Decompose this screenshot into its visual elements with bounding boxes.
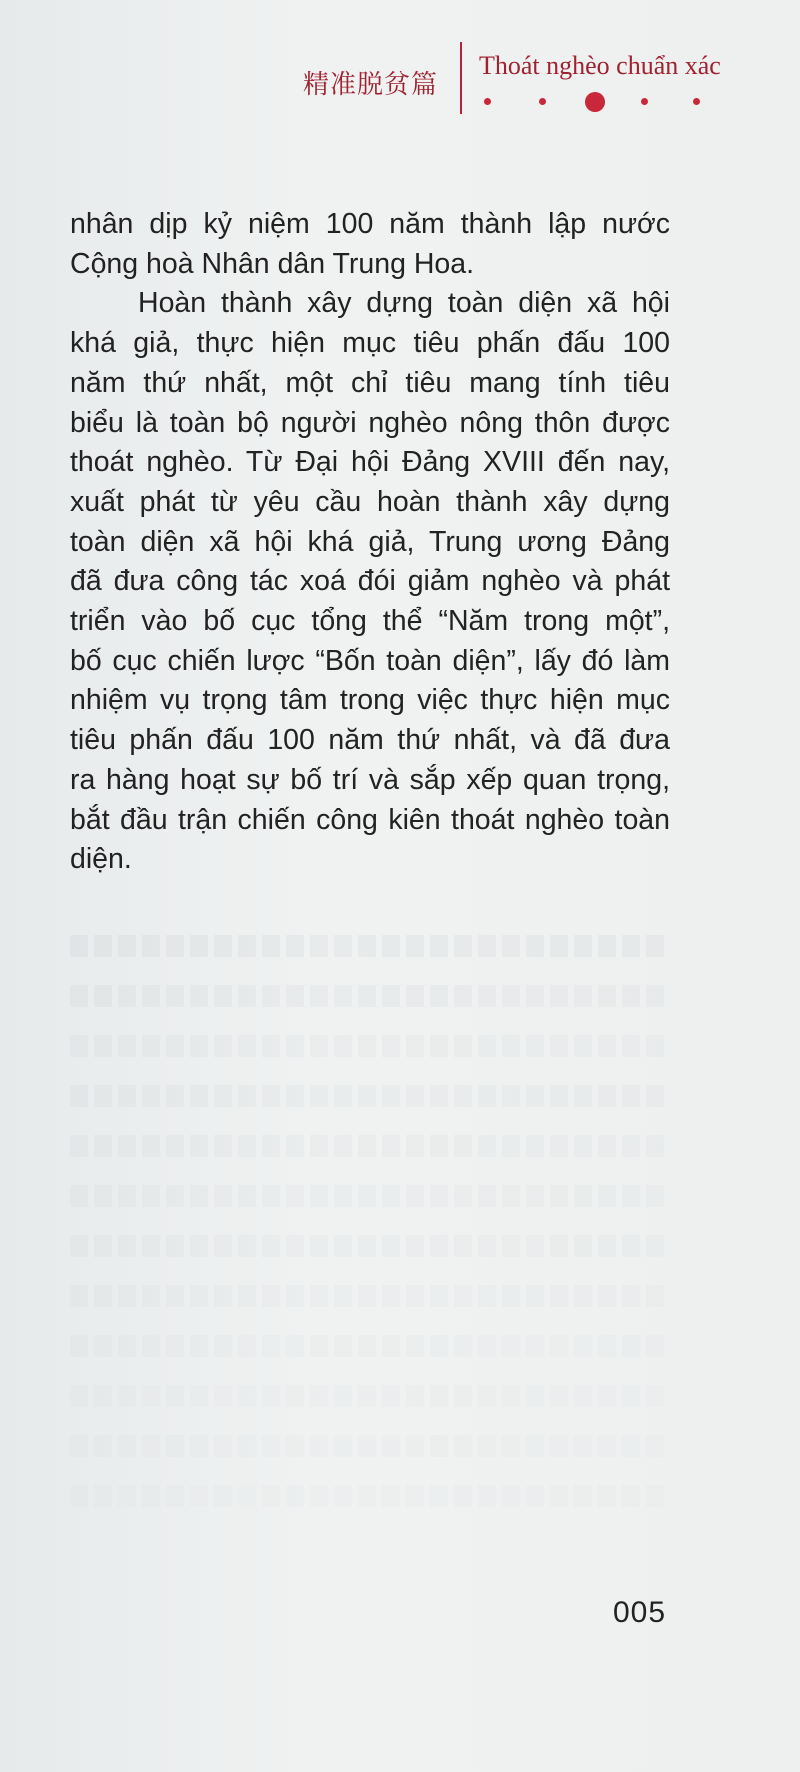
text-line: đã đưa công tác xoá đói giảm nghèo và phát bbox=[70, 565, 670, 598]
text-line: ra hàng hoạt sự bố trí và sắp xếp quan trọng, bbox=[70, 763, 670, 796]
text-line: toàn diện xã hội khá giả, Trung ương Đảng bbox=[70, 525, 670, 558]
text-line: bắt đầu trận chiến công kiên thoát nghèo toàn bbox=[70, 803, 670, 836]
page-number: 005 bbox=[613, 1596, 667, 1629]
show-through-texture bbox=[70, 985, 670, 1007]
text-line: xuất phát từ yêu cầu hoàn thành xây dựng bbox=[70, 485, 670, 518]
text-line: nhân dịp kỷ niệm 100 năm thành lập nước bbox=[70, 208, 670, 240]
show-through-texture bbox=[70, 1435, 670, 1457]
text-line: bố cục chiến lược “Bốn toàn diện”, lấy đó làm bbox=[70, 644, 670, 677]
text-line: thoát nghèo. Từ Đại hội Đảng XVIII đến nay, bbox=[70, 446, 670, 479]
decorative-dots bbox=[484, 92, 724, 112]
show-through-texture bbox=[70, 1335, 670, 1357]
text-line: nhiệm vụ trọng tâm trong việc thực hiện mục bbox=[70, 684, 670, 717]
show-through-texture bbox=[70, 1235, 670, 1257]
chinese-section-title: 精准脱贫篇 bbox=[302, 70, 438, 100]
show-through-texture bbox=[70, 935, 670, 957]
text-line: tiêu phấn đấu 100 năm thứ nhất, và đã đưa bbox=[70, 724, 670, 757]
text-line: Hoàn thành xây dựng toàn diện xã hội bbox=[138, 287, 670, 320]
show-through-texture bbox=[70, 1035, 670, 1057]
dot-icon bbox=[641, 98, 648, 105]
text-line: khá giả, thực hiện mục tiêu phấn đấu 100 bbox=[70, 327, 670, 360]
paragraph bbox=[70, 205, 670, 284]
show-through-texture bbox=[70, 1085, 670, 1107]
body-text bbox=[70, 205, 670, 880]
paragraph bbox=[70, 284, 670, 880]
dot-icon bbox=[693, 98, 700, 105]
text-line: diện. bbox=[70, 843, 132, 876]
show-through-texture bbox=[70, 1385, 670, 1407]
dot-icon bbox=[539, 98, 546, 105]
text-line: năm thứ nhất, một chỉ tiêu mang tính tiêu bbox=[70, 366, 670, 399]
text-line: Cộng hoà Nhân dân Trung Hoa. bbox=[70, 247, 475, 280]
show-through-texture bbox=[70, 1285, 670, 1307]
text-line: biểu là toàn bộ người nghèo nông thôn được bbox=[70, 406, 670, 439]
text-line: triển vào bố cục tổng thể “Năm trong một”, bbox=[70, 605, 670, 638]
show-through-texture bbox=[70, 1185, 670, 1207]
dot-icon bbox=[585, 92, 605, 112]
show-through-texture bbox=[70, 1135, 670, 1157]
show-through-texture bbox=[70, 1485, 670, 1507]
header-divider bbox=[460, 42, 462, 114]
dot-icon bbox=[484, 98, 491, 105]
vietnamese-section-title: Thoát nghèo chuẩn xác bbox=[479, 51, 721, 80]
